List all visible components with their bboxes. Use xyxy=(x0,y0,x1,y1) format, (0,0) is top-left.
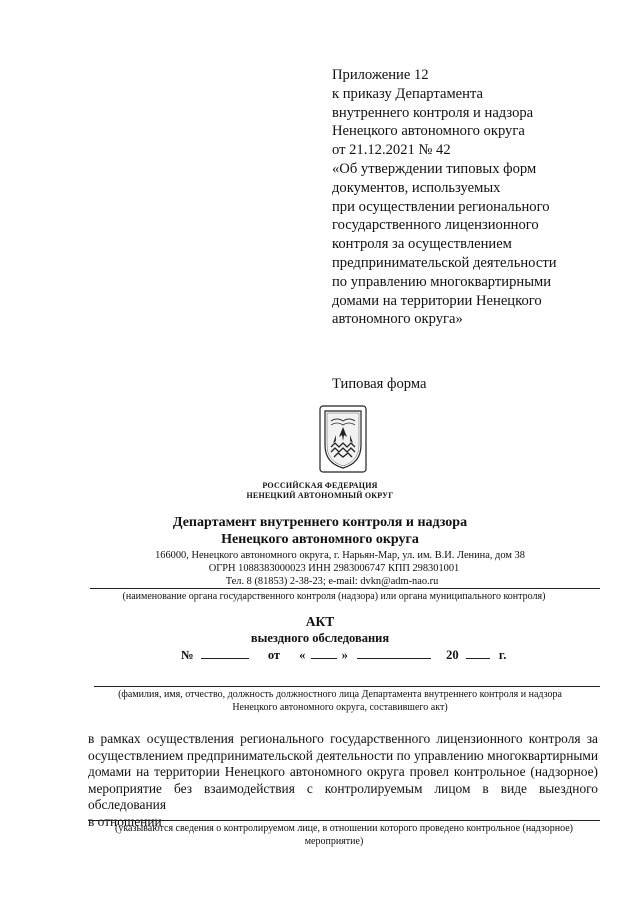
appendix-line: от 21.12.2021 № 42 xyxy=(332,142,451,159)
department-address: 166000, Ненецкого автономного округа, г. Нарьян-Мар, ул. им. В.И. Ленина, дом 38 xyxy=(155,550,525,561)
official-note-line2: Ненецкого автономного округа, составившего акт) xyxy=(232,702,448,713)
body-paragraph xyxy=(88,731,598,831)
act-from-label: от xyxy=(267,648,281,662)
act-subtitle: выездного обследования xyxy=(250,631,390,645)
appendix-line: по управлению многоквартирными xyxy=(332,273,552,290)
controlled-note-line2: мероприятие) xyxy=(304,836,364,847)
appendix-line: государственного лицензионного xyxy=(332,217,539,234)
appendix-line: домами на территории Ненецкого xyxy=(332,292,542,309)
body-line: мероприятие без взаимодействия с контролируемым лицом в виде выездного обследования xyxy=(88,780,598,813)
department-name-line2: Ненецкого автономного округа xyxy=(221,532,419,547)
body-line: домами на территории Ненецкого автономного округа провел контрольное (надзорное) xyxy=(88,764,598,780)
appendix-line: Приложение 12 xyxy=(332,67,429,83)
act-month-blank xyxy=(357,646,431,659)
department-registration: ОГРН 1088383000023 ИНН 2983006747 КПП 298301001 xyxy=(208,563,460,574)
department-name-line1: Департамент внутреннего контроля и надзора xyxy=(172,515,468,530)
appendix-block xyxy=(332,66,622,329)
appendix-line: внутреннего контроля и надзора xyxy=(332,104,534,121)
official-note-line1: (фамилия, имя, отчество, должность должностного лица Департамента внутреннего контроля и надзора xyxy=(118,689,562,700)
appendix-line: Ненецкого автономного округа xyxy=(332,123,525,140)
act-day-blank xyxy=(311,646,337,659)
act-year-prefix: 20 xyxy=(446,648,459,662)
official-divider xyxy=(94,686,600,687)
header-country: РОССИЙСКАЯ ФЕДЕРАЦИЯ xyxy=(262,481,378,490)
appendix-line: «Об утверждении типовых форм xyxy=(332,160,537,177)
appendix-line: к приказу Департамента xyxy=(332,85,483,102)
act-number-line xyxy=(181,646,506,663)
department-contacts: Тел. 8 (81853) 2-38-23; e-mail: dvkn@adm-nao.ru xyxy=(225,576,439,587)
nenets-coat-of-arms-icon xyxy=(319,405,367,473)
body-line: в рамках осуществления регионального государственного лицензионного контроля за xyxy=(88,731,598,746)
appendix-line: документов, используемых xyxy=(332,179,501,196)
appendix-line: контроля за осуществлением xyxy=(332,236,512,253)
appendix-line: автономного округа» xyxy=(332,311,463,328)
body-line: осуществлением предпринимательской деятельности по управлению многоквартирными xyxy=(88,747,598,763)
authority-note: (наименование органа государственного контроля (надзора) или органа муниципального контроля) xyxy=(122,591,546,602)
header-region: НЕНЕЦКИЙ АВТОНОМНЫЙ ОКРУГ xyxy=(246,491,394,500)
act-title: АКТ xyxy=(305,614,335,629)
controlled-divider xyxy=(88,820,600,821)
act-quote-open: « xyxy=(299,648,306,662)
act-year-suffix: г. xyxy=(498,648,507,662)
act-number-blank xyxy=(201,646,249,659)
act-quote-close: » xyxy=(341,648,348,662)
act-number-label: № xyxy=(181,648,194,662)
act-year-blank xyxy=(466,646,490,659)
body-line: в отношении xyxy=(88,813,162,829)
appendix-line: при осуществлении регионального xyxy=(332,198,550,215)
authority-divider xyxy=(90,588,600,589)
controlled-note-line1: (указываются сведения о контролируемом лице, в отношении которого проведено контрольное (надзорное) xyxy=(115,823,573,834)
form-type-label: Типовая форма xyxy=(332,376,427,392)
appendix-line: предпринимательской деятельности xyxy=(332,254,557,271)
